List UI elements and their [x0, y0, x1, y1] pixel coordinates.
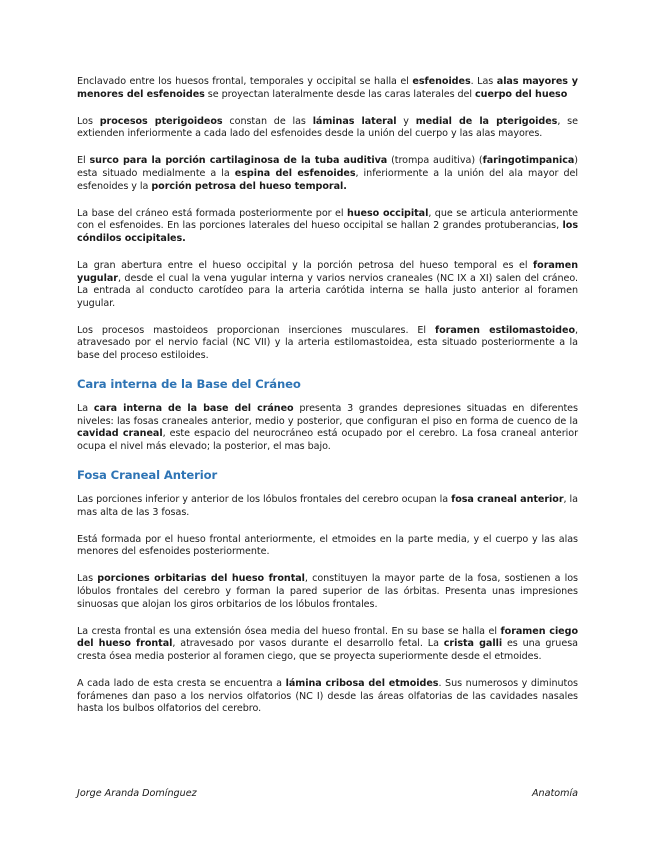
- text-run: , que se articula anteriormente con el esfenoides. En las porciones laterales del hueso occipital se hallan 2 grandes protuberancias,: [77, 207, 578, 232]
- footer-subject: Anatomía: [531, 788, 578, 799]
- text-run: , se extienden inferiormente a cada lado del esfenoides desde la unión del cuerpo y las alas mayores.: [77, 115, 578, 140]
- bold-term: faringotimpanica: [482, 155, 575, 167]
- text-run: , atravesado por vasos durante el desarrollo fetal. La: [172, 638, 444, 650]
- text-run: Los procesos mastoideos proporcionan inserciones musculares. El: [77, 324, 435, 336]
- bold-term: esfenoides: [412, 76, 471, 87]
- bold-term: foramen yugular: [77, 259, 578, 284]
- section-heading: Fosa Craneal Anterior: [77, 467, 218, 482]
- bold-term: los cóndilos occipitales.: [77, 220, 578, 244]
- text-run: Las porciones inferior y anterior de los lóbulos frontales del cerebro ocupan la: [77, 493, 452, 505]
- text-run: , atravesado por el nervio facial (NC VII) y la arteria estilomastoidea, esta situado posteriormente a la base del proceso estiloides.: [77, 324, 578, 361]
- bold-term: láminas lateral: [312, 115, 397, 127]
- text-run: A cada lado de esta cresta se encuentra a: [77, 677, 286, 689]
- paragraph: [77, 325, 578, 363]
- text-run: . Las: [470, 76, 497, 87]
- text-run: . Sus numerosos y diminutos forámenes dan paso a los nervios olfatorios (NC I) desde las áreas olfatorias de las cavidades nasales hasta los bulbos olfatorios del cerebro.: [77, 677, 578, 715]
- paragraph: [77, 678, 578, 716]
- text-run: La gran abertura entre el hueso occipital y la porción petrosa del hueso temporal es el: [77, 259, 534, 271]
- text-run: Está formada por el hueso frontal anteriormente, el etmoides en la parte media, y el cuerpo y las alas menores del esfenoides posteriormente.: [77, 533, 578, 558]
- footer-author: Jorge Aranda Domínguez: [77, 788, 197, 799]
- section-heading: Cara interna de la Base del Cráneo: [77, 377, 301, 392]
- bold-term: porción petrosa del hueso temporal.: [151, 180, 347, 192]
- bold-term: medial de la pterigoides: [415, 115, 558, 127]
- text-run: El: [77, 155, 90, 167]
- paragraph: [77, 494, 578, 519]
- paragraph: [77, 403, 578, 453]
- bold-term: cavidad craneal: [77, 428, 163, 440]
- paragraph: [77, 76, 578, 101]
- bold-term: foramen estilomastoideo: [434, 324, 575, 336]
- text-run: La cresta frontal es una extensión ósea media del hueso frontal. En su base se halla el: [77, 625, 501, 637]
- text-run: , la mas alta de las 3 fosas.: [77, 493, 578, 518]
- text-run: , desde el cual la vena yugular interna y varios nervios craneales (NC IX a XI) salen del cráneo. La entrada al conducto carotídeo para la arteria carótida interna se halla justo anterior al foramen yugular.: [77, 272, 578, 309]
- bold-term: crista galli: [443, 638, 503, 650]
- bold-term: lámina cribosa del etmoides: [285, 677, 439, 689]
- bold-term: cara interna de la base del cráneo: [93, 403, 294, 415]
- text-run: La: [77, 403, 94, 415]
- text-run: (trompa auditiva) (: [387, 155, 483, 167]
- bold-term: cuerpo del hueso: [475, 88, 568, 100]
- text-run: presenta 3 grandes depresiones situadas en diferentes niveles: las fosas craneales anterior, medio y posterior, que configuran el piso en forma de cuenco de la: [77, 403, 578, 427]
- text-run: ) esta situado medialmente a la: [77, 155, 578, 179]
- paragraph: [77, 155, 578, 193]
- text-run: es una gruesa cresta ósea media posterior al foramen ciego, que se proyecta superiormente desde el etmoides.: [77, 638, 578, 662]
- bold-term: foramen ciego del hueso frontal: [77, 625, 578, 650]
- bold-term: surco para la porción cartilaginosa de la tuba auditiva: [89, 155, 388, 167]
- paragraph: [77, 260, 578, 310]
- bold-term: hueso occipital: [347, 207, 429, 219]
- text-run: , este espacio del neurocráneo está ocupado por el cerebro. La fosa craneal anterior ocupa el nivel más elevado; la posterior, el mas bajo.: [77, 428, 578, 452]
- bold-term: procesos pterigoideos: [99, 115, 223, 127]
- bold-term: porciones orbitarias del hueso frontal: [97, 573, 305, 585]
- text-run: , inferiormente a la unión del ala mayor del esfenoides y la: [77, 167, 578, 192]
- paragraph: [77, 626, 578, 664]
- text-run: Los: [77, 115, 100, 127]
- bold-term: espina del esfenoides: [234, 167, 356, 179]
- bold-term: alas mayores y menores del esfenoides: [77, 76, 578, 100]
- text-run: constan de las: [222, 115, 313, 127]
- paragraph: [77, 208, 578, 246]
- text-run: y: [396, 115, 416, 127]
- paragraph: [77, 534, 578, 559]
- paragraph: [77, 116, 578, 141]
- document-body: [77, 76, 578, 730]
- text-run: se proyectan lateralmente desde las caras laterales del: [204, 88, 476, 100]
- text-run: Las: [77, 573, 98, 585]
- paragraph: [77, 573, 578, 611]
- bold-term: fosa craneal anterior: [451, 493, 564, 505]
- text-run: La base del cráneo está formada posteriormente por el: [77, 207, 347, 219]
- text-run: Enclavado entre los huesos frontal, temporales y occipital se halla el: [77, 76, 413, 87]
- text-run: , constituyen la mayor parte de la fosa, sostienen a los lóbulos frontales del cerebro y forman la pared superior de las órbitas. Presenta unas impresiones sinuosas que alojan los giros orbitarios de los lóbulos frontales.: [77, 573, 578, 610]
